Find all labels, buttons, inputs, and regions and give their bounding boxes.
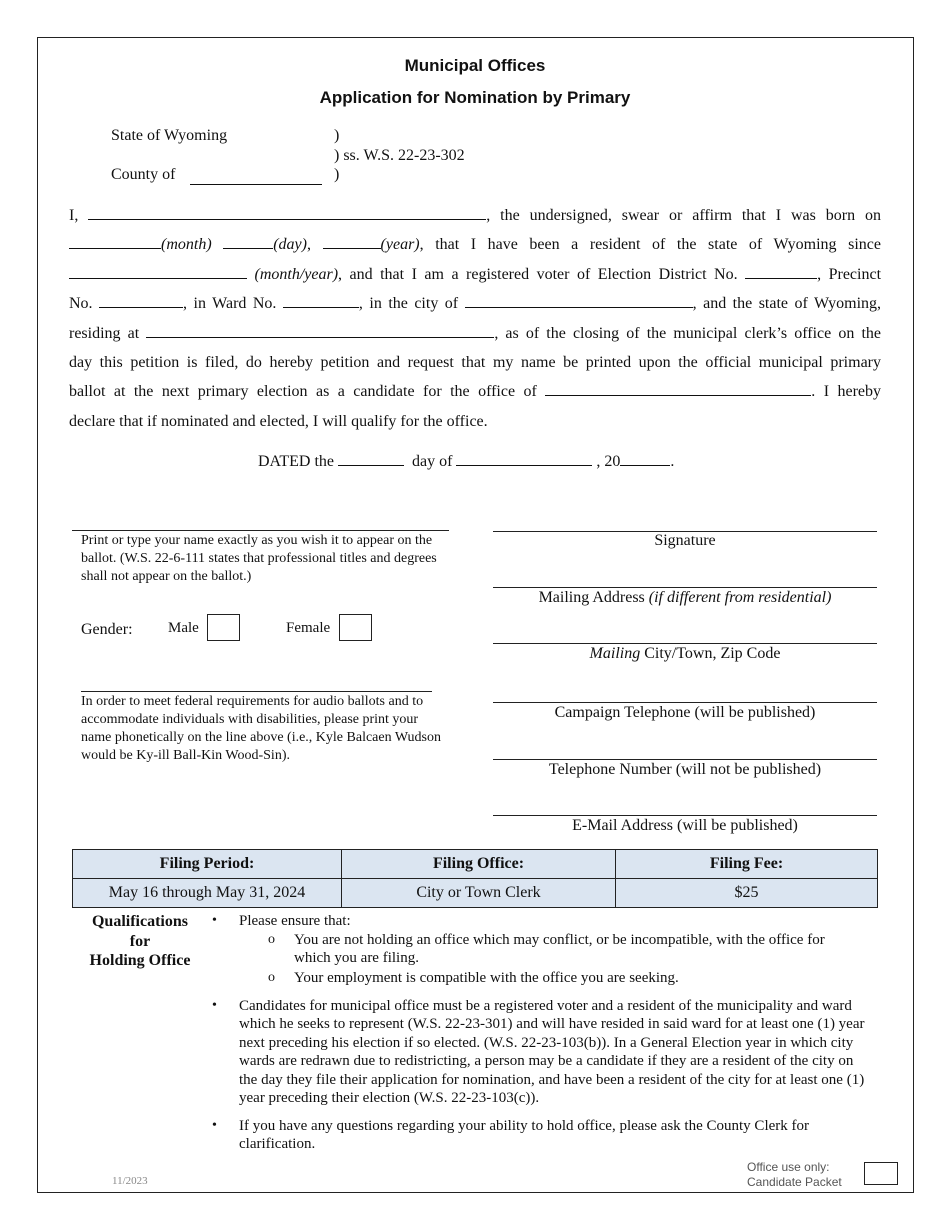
campaign-phone-caption: Campaign Telephone (will be published): [554, 704, 816, 721]
mailing-city-line[interactable]: [493, 643, 877, 644]
city-field[interactable]: [465, 293, 693, 308]
dated-year-field[interactable]: [620, 451, 670, 466]
qual-subitem-1: You are not holding an office which may conflict, or be incompatible, with the office for which you are filing.: [294, 932, 825, 967]
venue-ss: ) ss. W.S. 22-23-302: [334, 147, 465, 164]
mailing-address-line[interactable]: [493, 587, 877, 588]
sub-bullet-1: o: [268, 932, 275, 947]
venue-paren-2: ): [334, 166, 340, 183]
phonetic-name-line[interactable]: [81, 691, 432, 692]
filing-office-header: Filing Office:: [342, 850, 616, 879]
ward-field[interactable]: [283, 293, 359, 308]
office-use-checkbox[interactable]: [864, 1162, 898, 1185]
sub-bullet-2: o: [268, 970, 275, 985]
venue-paren-1: ): [334, 127, 340, 144]
oath-paragraph: I, , the undersigned, swear or affirm that I was born on (month) (day), (year), that I have been a resident of the state of Wyoming since (month/year), and that I am a registered voter of Election District No. , Precinct No. , in Ward No. , in the city of , and the state of Wyoming, residing at , as of the closing of the municipal clerk’s office on the day this petition is filed, do hereby petition and request that my name be printed upon the official municipal primary ballot at the next primary election as a candidate for the office of . I hereby declare that if nominated and elected, I will qualify for the office.: [69, 207, 882, 430]
office-sought-field[interactable]: [545, 381, 811, 396]
phone-caption: Telephone Number (will not be published): [548, 761, 822, 778]
female-checkbox[interactable]: [339, 614, 372, 641]
filing-office-value: City or Town Clerk: [342, 879, 616, 908]
qual-item-1: Please ensure that:: [239, 913, 351, 929]
county-field[interactable]: [190, 184, 322, 185]
campaign-phone-line[interactable]: [493, 702, 877, 703]
residency-since-field[interactable]: [69, 264, 247, 279]
filing-period-header: Filing Period:: [73, 850, 342, 879]
residence-field[interactable]: [146, 323, 494, 338]
precinct-field[interactable]: [99, 293, 183, 308]
filing-period-value: May 16 through May 31, 2024: [73, 879, 342, 908]
mailing-city-caption: Mailing City/Town, Zip Code: [589, 645, 781, 662]
birth-month-field[interactable]: [69, 234, 161, 249]
election-district-field[interactable]: [745, 264, 817, 279]
phonetic-instruction: In order to meet federal requirements for audio ballots and to accommodate individuals with disabilities, please print your name phonetically on the line above (i.e., Kyle Balcaen Wudson would be Ky-ill Ball-Kin Wood-Sin).: [81, 694, 441, 763]
qualifications-heading: Qualifications for Holding Office: [89, 913, 191, 969]
mailing-address-caption: Mailing Address (if different from residential): [538, 589, 832, 606]
ballot-name-instruction: Print or type your name exactly as you wish it to appear on the ballot. (W.S. 22-6-111 states that professional titles and degrees shall not appear on the ballot.): [81, 533, 437, 584]
dated-day-field[interactable]: [338, 451, 404, 466]
female-label: Female: [286, 620, 331, 636]
county-label: County of: [111, 166, 176, 183]
phone-line[interactable]: [493, 759, 877, 760]
ballot-name-line[interactable]: [72, 530, 449, 531]
qual-item-2: Candidates for municipal office must be a registered voter and a resident of the municipality and ward which he seeks to represent (W.S. 22-23-301) and will have resided in said ward for at least one (1) year next preceding his election if so elected. (W.S. 22-23-103(b)). In a General Election year in which city wards are redrawn due to redistricting, a person may be a candidate if they are a resident of the city on the day they file their application for nomination, and have been a resident of the city for at least one (1) year preceding their election (W.S. 22-23-103(c)).: [239, 998, 865, 1107]
applicant-name-field[interactable]: [88, 205, 486, 220]
male-label: Male: [168, 620, 199, 636]
filing-table: [72, 849, 878, 908]
bullet-1: •: [212, 913, 217, 928]
form-title: Municipal Offices: [404, 56, 546, 75]
filing-fee-value: $25: [616, 879, 878, 908]
male-checkbox[interactable]: [207, 614, 240, 641]
dated-line: DATED the day of , 20 .: [258, 453, 675, 470]
email-line[interactable]: [493, 815, 877, 816]
dated-month-field[interactable]: [456, 451, 592, 466]
gender-label: Gender:: [81, 621, 133, 638]
bullet-3: •: [212, 1118, 217, 1133]
bullet-2: •: [212, 998, 217, 1013]
form-date-code: 11/2023: [112, 1175, 148, 1187]
qual-subitem-2: Your employment is compatible with the office you are seeking.: [294, 970, 679, 986]
filing-header-row: [73, 850, 878, 879]
office-use-label: Office use only: Candidate Packet: [747, 1160, 842, 1189]
state-label: State of Wyoming: [111, 127, 228, 144]
filing-fee-header: Filing Fee:: [616, 850, 878, 879]
form-subtitle: Application for Nomination by Primary: [319, 88, 631, 107]
qual-item-3: If you have any questions regarding your ability to hold office, please ask the County Clerk for clarification.: [239, 1118, 809, 1153]
email-caption: E-Mail Address (will be published): [572, 817, 798, 834]
filing-value-row: [73, 879, 878, 908]
birth-year-field[interactable]: [323, 234, 381, 249]
birth-day-field[interactable]: [223, 234, 273, 249]
signature-caption: Signature: [654, 532, 716, 549]
